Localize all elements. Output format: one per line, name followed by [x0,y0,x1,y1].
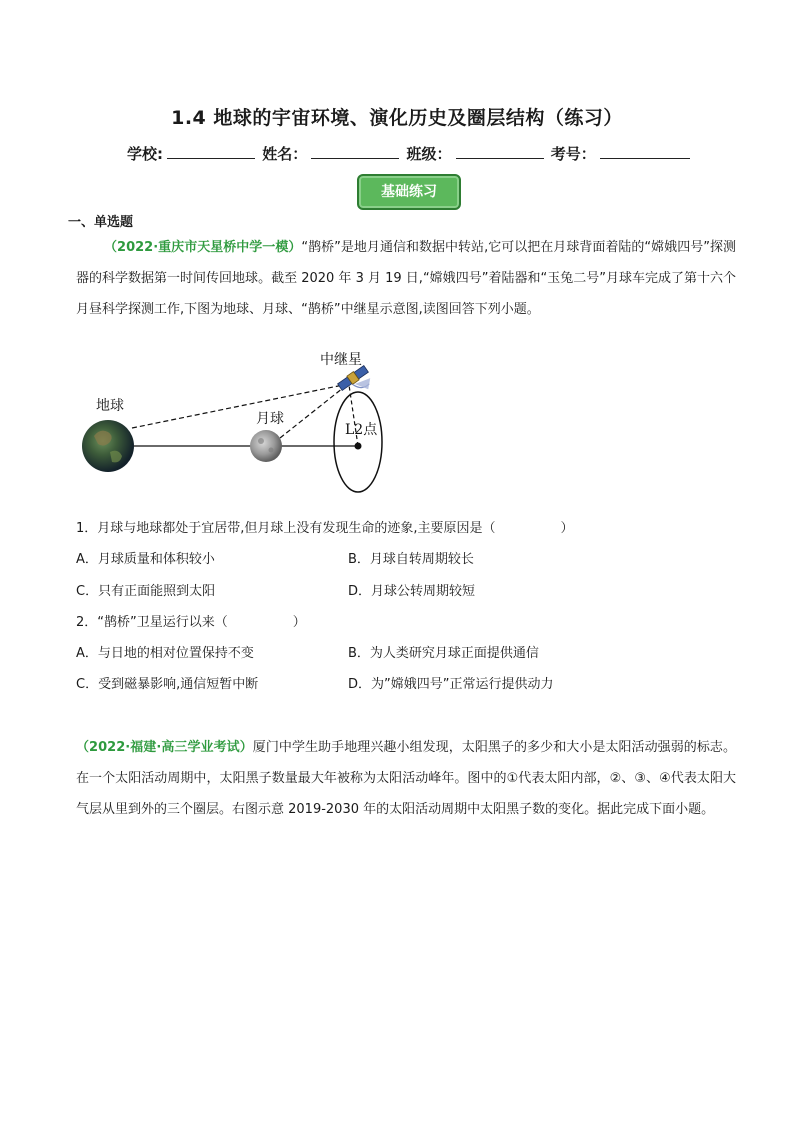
earth-label: 地球 [96,398,124,414]
class-blank[interactable] [456,144,544,159]
exam-number-blank[interactable] [600,144,690,159]
earth-relay-dashed-line [132,384,348,428]
question-1-stem: 1．月球与地球都处于宜居带,但月球上没有发现生命的迹象,主要原因是（ ） [76,521,574,536]
q2-option-c[interactable]: C．受到磁暴影响,通信短暂中断 [76,677,259,692]
q1-option-b[interactable]: B．月球自转周期较长 [348,552,474,567]
question-2-stem: 2．“鹊桥”卫星运行以来（ ） [76,615,306,630]
q1-option-c[interactable]: C．只有正面能照到太阳 [76,584,216,599]
school-label: 学校: [127,145,163,163]
passage-1-source: （2022·重庆市天星桥中学一模） [104,240,302,255]
earth-moon-relay-diagram [70,340,390,500]
school-blank[interactable] [167,144,255,159]
q2-option-b[interactable]: B．为人类研究月球正面提供通信 [348,646,539,661]
passage-1-text: “鹊桥”是地月通信和数据中转站,它可以把在月球背面着陆的“嫦娥四号”探测器的科学数据第一时间传回地球。截至 2020 年 3 月 19 日,“嫦娥四号”着陆器和“玉兔二号”月球车完成了第十六个月昼科学探测工作,下图为地球、月球、“鹊桥”中继星示意图,读图回答下列小题。 [76,240,737,317]
q1-option-d[interactable]: D．月球公转周期较短 [348,584,476,599]
moon-image [250,430,282,462]
section-heading: 一、单选题 [68,215,134,230]
basic-practice-badge: 基础练习 [357,174,461,210]
l2-point [355,443,362,450]
page-title: 1.4 地球的宇宙环境、演化历史及圈层结构（练习） [171,107,623,129]
earth-image [82,420,134,472]
class-label: 班级： [406,145,452,163]
q2-option-d[interactable]: D．为”嫦娥四号”正常运行提供动力 [348,677,554,692]
relay-label: 中继星 [320,352,362,368]
q2-option-a[interactable]: A．与日地的相对位置保持不变 [76,646,254,661]
name-blank[interactable] [311,144,399,159]
l2-label: L2点 [345,422,378,438]
moon-relay-dashed-line [280,384,348,438]
passage-2-source: （2022·福建·高三学业考试） [76,740,253,755]
student-info-fields [127,143,687,164]
exam-number-label: 考号： [550,145,596,163]
q1-option-a[interactable]: A．月球质量和体积较小 [76,552,215,567]
name-label: 姓名： [262,145,308,163]
passage-1 [76,232,736,325]
moon-label: 月球 [256,411,284,427]
passage-2-text: 厦门中学生助手地理兴趣小组发现，太阳黑子的多少和大小是太阳活动强弱的标志。在一个太阳活动周期中，太阳黑子数量最大年被称为太阳活动峰年。图中的①代表太阳内部，②、③、④代表太阳大气层从里到外的三个圈层。右图示意 2019-2030 年的太阳活动周期中太阳黑子数的变化。据此完成下面小题。 [76,740,736,817]
relay-satellite-icon [337,365,376,402]
passage-2 [76,732,736,825]
